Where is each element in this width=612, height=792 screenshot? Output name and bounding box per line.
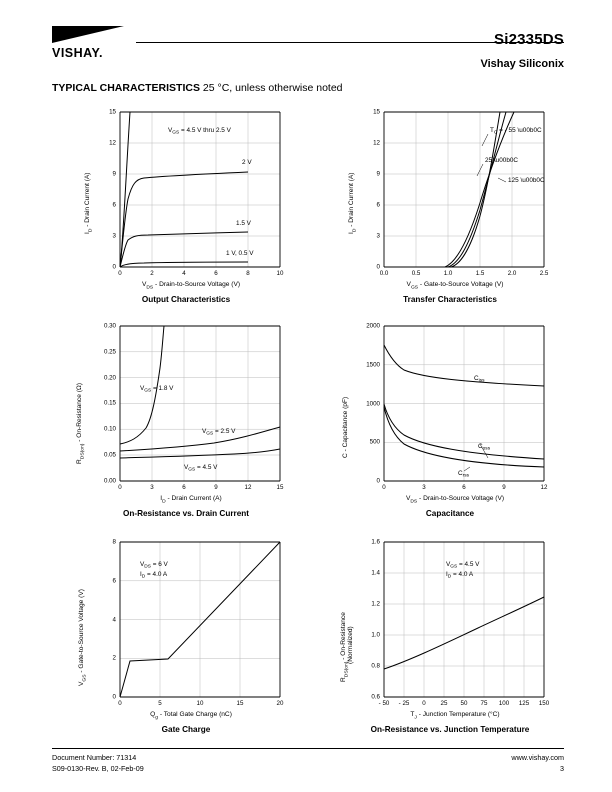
ytick: 3 (376, 232, 380, 240)
svg-text:25 \u00b0C: 25 \u00b0C (485, 157, 519, 164)
svg-text:VDS = 6 V: $V_{DS} = 6$ V (140, 561, 168, 570)
svg-text:ID = 4.0 A: $I_D = 4.0$ A (140, 571, 168, 580)
xtick: 15 (236, 700, 244, 707)
svg-text:VGS = 1.8 V: $V_{GS} = 1.8$ V (140, 385, 174, 394)
footer-divider (52, 748, 564, 749)
ytick: 0 (376, 263, 380, 271)
xtick: 25 (440, 700, 448, 707)
section-title-light: 25 °C, unless otherwise noted (199, 82, 343, 94)
footer-page-number: 3 (560, 764, 564, 773)
ytick: 0.8 (371, 662, 380, 670)
y-axis-label-2: (Normalized) (347, 626, 354, 664)
figure-transfer-characteristics (338, 104, 562, 304)
ytick: 6 (112, 201, 116, 209)
logo-wedge-icon (52, 26, 124, 43)
ytick: 0.05 (103, 451, 116, 459)
svg-text:VGS = 4.5 V thru 2.5 V: $V_{GS} = 4.5$ V thru 2.5 V (168, 127, 231, 136)
figure-output-characteristics (74, 104, 298, 304)
ytick: 1.4 (371, 569, 380, 577)
x-axis-label: $Q_g$ - Total Gate Charge (nC) (150, 711, 232, 721)
svg-text:1.5 V: 1.5 V (236, 220, 251, 227)
ytick: 15 (109, 108, 116, 116)
xtick: 9 (502, 484, 506, 491)
xtick: 150 (538, 700, 550, 707)
svg-text:1 V, 0.5 V: 1 V, 0.5 V (226, 250, 254, 257)
ytick: 8 (112, 538, 116, 546)
vishay-logo (52, 26, 128, 60)
ytick: 2 (112, 654, 116, 662)
svg-text:VGS = 2.5 V: $V_{GS} = 2.5$ V (202, 428, 236, 437)
ytick: 0 (376, 477, 380, 485)
plot-gate-charge (74, 534, 298, 734)
y-axis-label: C - Capacitance (pF) (342, 396, 349, 458)
figure-capacitance (338, 318, 562, 518)
figure-caption: Transfer Characteristics (403, 295, 497, 304)
ytick: 4 (112, 616, 116, 623)
ytick: 1500 (366, 361, 380, 369)
xtick: 20 (276, 700, 284, 707)
xtick: 2.0 (507, 270, 517, 277)
ytick: 0.30 (103, 322, 116, 330)
ytick: 0.6 (371, 693, 380, 701)
ytick: 1000 (366, 400, 380, 407)
xtick: 5 (158, 700, 162, 707)
ytick: 15 (373, 108, 380, 116)
ytick: 9 (112, 170, 116, 178)
figure-caption: Output Characteristics (141, 295, 231, 304)
svg-text:Crss: $C_{rss}$ (458, 470, 470, 479)
figure-caption: On-Resistance vs. Drain Current (122, 509, 250, 518)
xtick: - 25 (398, 700, 410, 707)
ytick: 0.20 (103, 374, 116, 382)
xtick: 10 (276, 270, 284, 277)
xtick: 3 (150, 484, 154, 491)
svg-text:125 \u00b0C: 125 \u00b0C (508, 177, 545, 184)
ytick: 500 (369, 438, 380, 446)
ytick: 0 (112, 693, 116, 701)
xtick: 75 (480, 700, 488, 707)
section-title (52, 82, 343, 94)
y-axis-label: $R_{DS(on)}$ - On-Resistance (Ω) (76, 382, 86, 464)
x-axis-label: $V_{DS}$ - Drain-to-Source Voltage (V) (405, 495, 505, 505)
xtick: 12 (540, 484, 548, 491)
ytick: 2000 (366, 322, 380, 330)
xtick: 6 (214, 270, 218, 277)
svg-text:Ciss: $C_{iss}$ (474, 375, 485, 384)
xtick: 125 (518, 700, 530, 707)
ytick: 0.10 (103, 425, 116, 433)
figure-on-resistance-vs-junction-temperature (338, 534, 562, 734)
xtick: 6 (462, 484, 466, 491)
ytick: 6 (112, 577, 116, 585)
xtick: 0 (382, 484, 386, 491)
xtick: 50 (460, 700, 468, 707)
xtick: 0.5 (411, 270, 421, 277)
xtick: 15 (276, 484, 284, 491)
figure-on-resistance-vs-drain-current (74, 318, 298, 518)
ytick: 1.0 (371, 631, 380, 639)
footer-document-number: Document Number: 71314 (52, 753, 137, 762)
xtick: 4 (182, 270, 186, 277)
ytick: 0.25 (103, 348, 116, 356)
xtick: 10 (196, 700, 204, 707)
xtick: 0 (118, 484, 122, 491)
xtick: 0 (118, 700, 122, 707)
x-axis-label: $V_{DS}$ - Drain-to-Source Voltage (V) (141, 281, 241, 291)
y-axis-label: $R_{DS(on)}$ - On-Resistance (340, 612, 350, 682)
figure-caption: Capacitance (425, 509, 475, 518)
plot-capacitance (338, 318, 562, 518)
xtick: 6 (182, 484, 186, 491)
svg-text:TC = - 55 \u00b0C: $T_C$ = - 55 \u00b0C (490, 127, 542, 136)
ytick: 0.00 (103, 477, 116, 485)
svg-text:2 V: 2 V (242, 159, 252, 166)
figure-caption: On-Resistance vs. Junction Temperature (370, 725, 530, 734)
svg-text:VGS = 4.5 V: $V_{GS} = 4.5$ V (446, 561, 480, 570)
xtick: 100 (498, 700, 510, 707)
logo-text: VISHAY. (52, 46, 103, 60)
xtick: 0.0 (379, 270, 389, 277)
ytick: 6 (376, 201, 380, 209)
ytick: 1.2 (371, 600, 380, 608)
ytick: 12 (373, 139, 380, 147)
figure-caption: Gate Charge (161, 725, 211, 734)
section-title-bold: TYPICAL CHARACTERISTICS (52, 82, 200, 94)
ytick: 1.6 (371, 538, 380, 546)
part-number: Si2335DS (494, 31, 564, 48)
xtick: 0 (422, 700, 426, 707)
xtick: 8 (246, 270, 250, 277)
svg-text:ID = 4.0 A: $I_D = 4.0$ A (446, 571, 474, 580)
y-axis-label: $I_D$ - Drain Current (A) (348, 172, 358, 234)
figure-gate-charge (74, 534, 298, 734)
brand-name: Vishay Siliconix (480, 58, 564, 70)
xtick: 0 (118, 270, 122, 277)
xtick: 2 (150, 270, 154, 277)
x-axis-label: $I_D$ - Drain Current (A) (160, 495, 222, 505)
xtick: 1.5 (475, 270, 485, 277)
xtick: 1.0 (443, 270, 453, 277)
footer-revision: S09-0130-Rev. B, 02-Feb-09 (52, 764, 144, 773)
xtick: 3 (422, 484, 426, 491)
xtick: - 50 (378, 700, 390, 707)
ytick: 0.15 (103, 399, 116, 407)
xtick: 2.5 (539, 270, 549, 277)
svg-text:Coss: $C_{oss}$ (478, 443, 491, 452)
footer-website[interactable]: www.vishay.com (511, 753, 564, 762)
ytick: 9 (376, 170, 380, 178)
ytick: 12 (109, 139, 116, 147)
svg-text:VGS = 4.5 V: $V_{GS} = 4.5$ V (184, 464, 218, 473)
x-axis-label: $V_{GS}$ - Gate-to-Source Voltage (V) (406, 281, 504, 291)
ytick: 3 (112, 232, 116, 240)
xtick: 12 (244, 484, 252, 491)
x-axis-label: $T_J$ - Junction Temperature (°C) (410, 711, 500, 721)
xtick: 9 (214, 484, 218, 491)
page-header (52, 26, 564, 70)
ytick: 0 (112, 263, 116, 271)
y-axis-label: $V_{GS}$ - Gate-to-Source Voltage (V) (78, 589, 88, 686)
y-axis-label: $I_D$ - Drain Current (A) (84, 172, 94, 234)
